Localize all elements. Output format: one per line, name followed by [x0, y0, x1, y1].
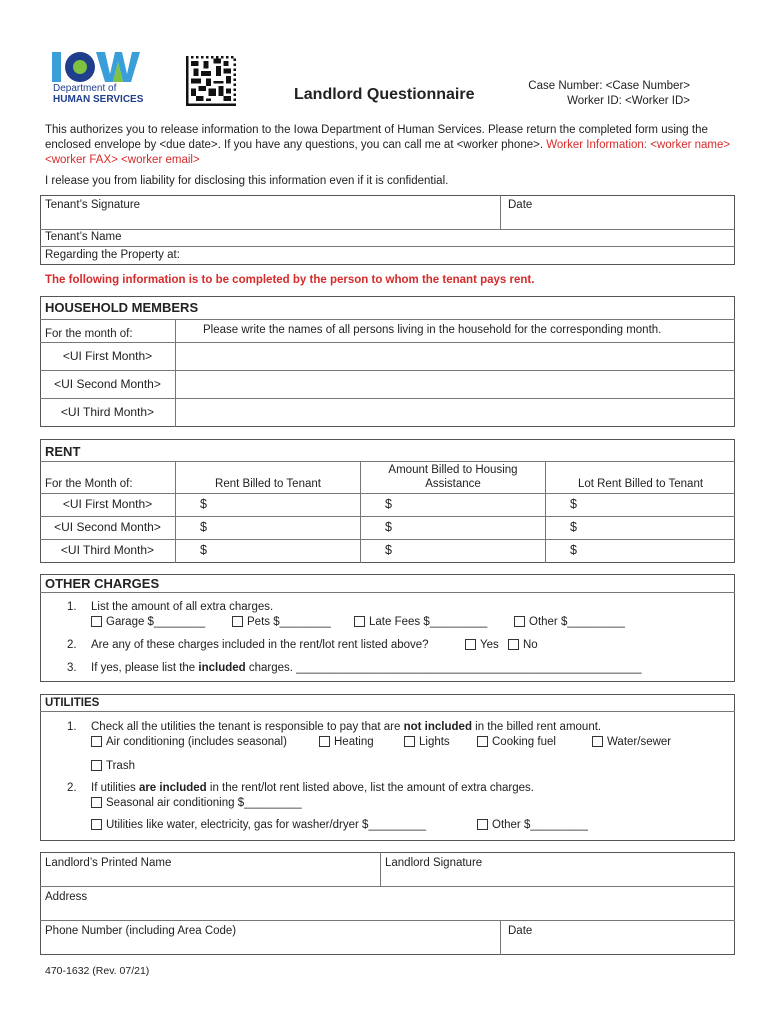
- cooking-fuel-label: Cooking fuel: [492, 736, 556, 748]
- oc-q1-text: List the amount of all extra charges.: [91, 601, 274, 613]
- heating-checkbox[interactable]: [319, 736, 330, 747]
- household-names-month-3[interactable]: [176, 399, 734, 426]
- seasonal-ac-label: Seasonal air conditioning $_________: [106, 797, 302, 809]
- late-fees-option[interactable]: [354, 616, 487, 628]
- water-sewer-checkbox[interactable]: [592, 736, 603, 747]
- lot-rent-header: Lot Rent Billed to Tenant: [577, 478, 704, 490]
- property-address-field[interactable]: Regarding the Property at:: [45, 249, 180, 261]
- trash-checkbox[interactable]: [91, 760, 102, 771]
- washer-utilities-option[interactable]: [91, 819, 426, 831]
- rent-month-1: <UI First Month>: [62, 497, 153, 511]
- rent-month-3: <UI Third Month>: [60, 543, 155, 557]
- rent-month-header: For the Month of:: [45, 478, 133, 490]
- dept-line2: HUMAN SERVICES: [53, 93, 144, 105]
- rent-title: RENT: [45, 444, 81, 459]
- oc-q2-number: 2.: [67, 639, 77, 651]
- landlord-phone-field[interactable]: Phone Number (including Area Code): [45, 925, 237, 937]
- household-month-1: <UI First Month>: [62, 349, 153, 363]
- ut-q1-pre: Check all the utilities the tenant is responsible to pay that are: [91, 721, 404, 733]
- yes-label: Yes: [480, 639, 499, 651]
- heating-label: Heating: [334, 736, 374, 748]
- dept-line1: Department of: [53, 83, 117, 94]
- heating-option[interactable]: [319, 736, 374, 748]
- cooking-fuel-checkbox[interactable]: [477, 736, 488, 747]
- pets-checkbox[interactable]: [232, 616, 243, 627]
- household-names-month-2[interactable]: [176, 371, 734, 397]
- seasonal-ac-option[interactable]: [91, 797, 302, 809]
- tenant-signature-field[interactable]: Tenant’s Signature: [45, 199, 141, 211]
- ut-q2-text: [91, 782, 534, 794]
- case-number: Case Number: <Case Number>: [528, 80, 690, 92]
- ut-q2-bold: are included: [138, 782, 207, 794]
- trash-label: Trash: [106, 760, 135, 772]
- oc-q2-text: Are any of these charges included in the rent/lot rent listed above?: [91, 639, 429, 651]
- ac-label: Air conditioning (includes seasonal): [106, 736, 287, 748]
- water-sewer-option[interactable]: [592, 736, 671, 748]
- other-utility-label: Other $_________: [492, 819, 588, 831]
- intro-paragraph: [45, 123, 735, 167]
- other-charge-option[interactable]: [514, 616, 625, 628]
- pets-option[interactable]: [232, 616, 331, 628]
- oc-q3-post: charges. ______________________________________________________: [245, 662, 642, 674]
- ut-q1-bold: not included: [403, 721, 472, 733]
- oc-q3-number: 3.: [67, 662, 77, 674]
- trash-option[interactable]: [91, 760, 135, 772]
- page-title: Landlord Questionnaire: [294, 86, 475, 103]
- oc-q1-number: 1.: [67, 601, 77, 613]
- yes-option[interactable]: [465, 639, 499, 651]
- no-label: No: [523, 639, 538, 651]
- yes-checkbox[interactable]: [465, 639, 476, 650]
- rent-month-2: <UI Second Month>: [54, 520, 161, 534]
- other-utility-checkbox[interactable]: [477, 819, 488, 830]
- no-checkbox[interactable]: [508, 639, 519, 650]
- garage-option[interactable]: [91, 616, 205, 628]
- worker-information: Worker Information: <worker name> <worker FAX> <worker email>: [45, 138, 731, 166]
- cooking-fuel-option[interactable]: [477, 736, 556, 748]
- water-sewer-label: Water/sewer: [607, 736, 672, 748]
- data-matrix-barcode: [186, 56, 236, 106]
- housing-billed-2[interactable]: $: [385, 520, 392, 534]
- household-month-3: <UI Third Month>: [60, 405, 155, 419]
- ut-q1-text: [91, 721, 601, 733]
- no-option[interactable]: [508, 639, 538, 651]
- worker-id: Worker ID: <Worker ID>: [567, 95, 690, 107]
- landlord-notice: The following information is to be completed by the person to whom the tenant pays rent.: [45, 274, 535, 286]
- lot-rent-2[interactable]: $: [570, 520, 577, 534]
- other-charge-checkbox[interactable]: [514, 616, 525, 627]
- landlord-signature-field[interactable]: Landlord Signature: [385, 857, 483, 869]
- washer-utilities-checkbox[interactable]: [91, 819, 102, 830]
- garage-checkbox[interactable]: [91, 616, 102, 627]
- oc-q3-pre: If yes, please list the: [91, 662, 199, 674]
- form-number: 470-1632 (Rev. 07/21): [45, 965, 150, 977]
- household-month-header: For the month of:: [45, 328, 133, 340]
- ut-q1-post: in the billed rent amount.: [471, 721, 602, 733]
- utilities-title: UTILITIES: [45, 697, 100, 709]
- ut-q2-number: 2.: [67, 782, 77, 794]
- housing-billed-1[interactable]: $: [385, 497, 392, 511]
- lot-rent-1[interactable]: $: [570, 497, 577, 511]
- lights-checkbox[interactable]: [404, 736, 415, 747]
- ac-checkbox[interactable]: [91, 736, 102, 747]
- landlord-date-field[interactable]: Date: [508, 925, 533, 937]
- rent-billed-1[interactable]: $: [200, 497, 207, 511]
- department-name: [53, 84, 143, 105]
- household-title: HOUSEHOLD MEMBERS: [45, 300, 199, 315]
- late-fees-label: Late Fees $_________: [369, 616, 488, 628]
- lot-rent-3[interactable]: $: [570, 543, 577, 557]
- household-month-2: <UI Second Month>: [54, 377, 161, 391]
- case-info: [528, 79, 690, 109]
- housing-assistance-header: Amount Billed to Housing Assistance: [388, 464, 518, 490]
- tenant-name-field[interactable]: Tenant’s Name: [45, 231, 122, 243]
- rent-billed-header: Rent Billed to Tenant: [215, 478, 321, 490]
- household-names-header: Please write the names of all persons living in the household for the corresponding month.: [203, 324, 662, 336]
- household-names-month-1[interactable]: [176, 343, 734, 369]
- other-charges-title: OTHER CHARGES: [45, 576, 160, 591]
- landlord-name-field[interactable]: Landlord’s Printed Name: [45, 857, 172, 869]
- rent-billed-3[interactable]: $: [200, 543, 207, 557]
- seasonal-ac-checkbox[interactable]: [91, 797, 102, 808]
- oc-q3-text[interactable]: [91, 662, 642, 674]
- oc-q3-bold: included: [198, 662, 246, 674]
- other-charge-label: Other $_________: [529, 616, 625, 628]
- ut-q2-post: in the rent/lot rent listed above, list the amount of extra charges.: [206, 782, 534, 794]
- lights-label: Lights: [419, 736, 450, 748]
- rent-billed-2[interactable]: $: [200, 520, 207, 534]
- garage-label: Garage $________: [106, 616, 206, 628]
- ut-q2-pre: If utilities: [91, 782, 139, 794]
- ac-option[interactable]: [91, 736, 287, 748]
- ut-q1-number: 1.: [67, 721, 77, 733]
- intro-text: This authorizes you to release information to the Iowa Department of Human Services. Please return the completed form using the enclosed envelope by <due date>. If you have any questions, you can call me at <worker phone>.: [45, 124, 708, 151]
- late-fees-checkbox[interactable]: [354, 616, 365, 627]
- pets-label: Pets $________: [247, 616, 331, 628]
- other-utility-option[interactable]: [477, 819, 588, 831]
- lights-option[interactable]: [404, 736, 450, 748]
- landlord-address-field[interactable]: Address: [45, 891, 88, 903]
- release-statement: I release you from liability for disclosing this information even if it is confidential.: [45, 175, 449, 187]
- tenant-date-field[interactable]: Date: [508, 199, 533, 211]
- housing-billed-3[interactable]: $: [385, 543, 392, 557]
- washer-utilities-label: Utilities like water, electricity, gas for washer/dryer $_________: [106, 819, 427, 831]
